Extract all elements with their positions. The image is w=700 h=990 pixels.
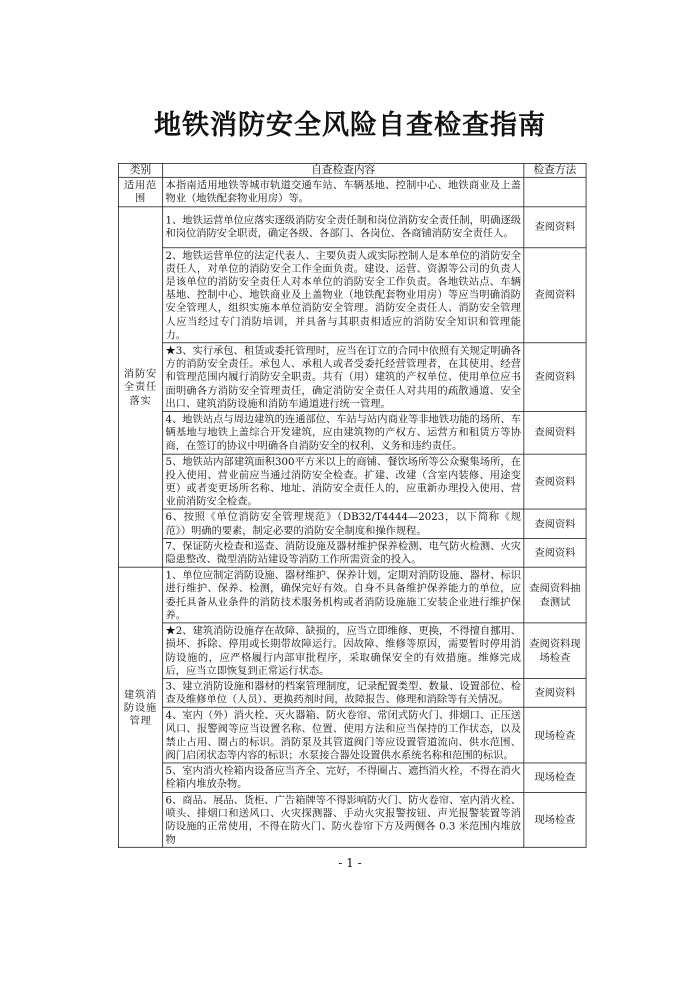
content-cell: 4、地铁站点与周边建筑的连通部位、车站与站内商业等非地铁功能的场所、车辆基地与地铁上盖综合开发建筑，应由建筑物的产权方、运营方和租赁方等协商，在签订的协议中明确各自消防安全的权利、义务和违约责任。 [162,412,523,454]
method-cell: 查阅资料 [523,343,585,412]
method-cell: 查阅资料 [523,206,585,247]
method-cell: 现场检查 [523,792,585,848]
method-cell: 查阅资料 [523,509,585,538]
content-cell: 5、室内消火栓箱内设备应当齐全、完好，不得圈占、遮挡消火栓，不得在消火栓箱内堆放杂物。 [162,763,523,792]
method-cell: 查阅资料抽查测试 [523,567,585,623]
table-row [118,538,586,567]
category-cell: 适用范围 [118,177,162,206]
table-row [118,247,586,342]
method-cell: 查阅资料 [523,454,585,510]
table-row [118,343,586,412]
content-cell: 本指南适用地铁等城市轨道交通车站、车辆基地、控制中心、地铁商业及上盖物业（地铁配套物业用房）等。 [162,177,523,206]
table-row [118,206,586,247]
table-row [118,412,586,454]
content-cell: 3、建立消防设施和器材的档案管理制度，记录配置类型、数量、设置部位、检查及维修单位（人员）、更换药剂时间，故障报告、修理和消除等有关情况。 [162,679,523,708]
page-number: - 1 - [338,856,362,870]
content-cell: 6、商品、展品、货柜、广告箱牌等不得影响防火门、防火卷帘、室内消火栓、喷头、排烟口和送风口、火灾探测器、手动火灾报警按钮、声光报警装置等消防设施的正常使用，不得在防火门、防火卷帘下方及两侧各 0.3 米范围内堆放物 [162,792,523,848]
page-title: 地铁消防安全风险自查检查指南 [154,110,546,141]
table-row [118,623,586,679]
content-cell: ★2、建筑消防设施存在故障、缺损的，应当立即维修、更换，不得擅自挪用、损坏、拆除、停用或长期带故障运行。因故障、维修等原因，需要暂时停用消防设施的，应严格履行内部审批程序，采取确保安全的有效措施。维修完成后，应当立即恢复到正常运行状态。 [162,623,523,679]
content-cell: ★3、实行承包、租赁或委托管理时，应当在订立的合同中依照有关规定明确各方的消防安全责任。承包人、承租人或者受委托经营管理者，在其使用、经营和管理范围内履行消防安全职责。共有（用）建筑的产权单位、使用单位应书面明确各方消防安全管理责任，确定消防安全责任人对共用的疏散通道、安全出口、建筑消防设施和消防车通道进行统一管理。 [162,343,523,412]
category-cell: 建筑消防设施管理 [118,567,162,847]
inspection-table [118,163,586,848]
content-cell: 2、地铁运营单位的法定代表人、主要负责人或实际控制人是本单位的消防安全责任人，对单位的消防安全工作全面负责。建设、运营、资源等公司的负责人是该单位的消防安全责任人对本单位的消防安全工作负责。各地铁站点、车辆基地、控制中心、地铁商业及上盖物业（地铁配套物业用房）等应当明确消防安全管理人，组织实施本单位消防安全管理。消防安全责任人、消防安全管理人应当经过专门消防培训，并具备与其职责相适应的消防安全知识和管理能力。 [162,247,523,342]
method-cell: 查阅资料 [523,538,585,567]
method-cell: 查阅资料现场检查 [523,623,585,679]
method-cell: 查阅资料 [523,247,585,342]
method-cell: 查阅资料 [523,412,585,454]
table-row [118,792,586,848]
header-content: 自查检查内容 [162,163,523,177]
content-cell: 5、地铁站内部建筑面积300平方米以上的商铺、餐饮场所等公众聚集场所，在投入使用、营业前应当通过消防安全检查。扩建、改建（含室内装修、用途变更）或者变更场所名称、地址、消防安全责任人的，应重新办理投入使用、营业前消防安全检查。 [162,454,523,510]
table-row-scope [118,177,586,206]
header-category: 类别 [118,163,162,177]
content-cell: 1、单位应制定消防设施、器材维护、保养计划，定期对消防设施、器材、标识进行维护、保养、检测，确保完好有效。自身不具备维护保养能力的单位，应委托具备从业条件的消防技术服务机构或者消防设施施工安装企业进行维护保养。 [162,567,523,623]
table-row [118,708,586,764]
category-cell: 消防安全责任落实 [118,206,162,567]
content-cell: 1、地铁运营单位应落实逐级消防安全责任制和岗位消防安全责任制，明确逐级和岗位消防安全职责，确定各级、各部门、各岗位、各商铺消防安全责任人。 [162,206,523,247]
table-row [118,509,586,538]
method-cell: 查阅资料 [523,679,585,708]
method-cell: 现场检查 [523,708,585,764]
content-cell: 4、室内（外）消火栓、灭火器箱、防火卷帘、常闭式防火门、排烟口、正压送风口、报警阀等应当设置名称、位置、使用方法和应当保持的工作状态，以及禁止占用、圈占的标识。消防泵及其管道阀门等应设置管道流向、供水范围、阀门启闭状态等内容的标识；水泵接合器处设置供水系统名称和范围的标识。 [162,708,523,764]
table-row [118,763,586,792]
table-row [118,679,586,708]
content-cell: 7、保证防火检查和巡查、消防设施及器材维护保养检测、电气防火检测、火灾隐患整改、微型消防站建设等消防工作所需资金的投入。 [162,538,523,567]
method-cell [523,177,585,206]
table-header-row [118,163,586,177]
content-cell: 6、按照《单位消防安全管理规范》（DB32/T4444—2023，以下简称《规范》）明确的要素，制定必要的消防安全制度和操作规程。 [162,509,523,538]
table-row [118,567,586,623]
header-method: 检查方法 [523,163,585,177]
method-cell: 现场检查 [523,763,585,792]
table-row [118,454,586,510]
